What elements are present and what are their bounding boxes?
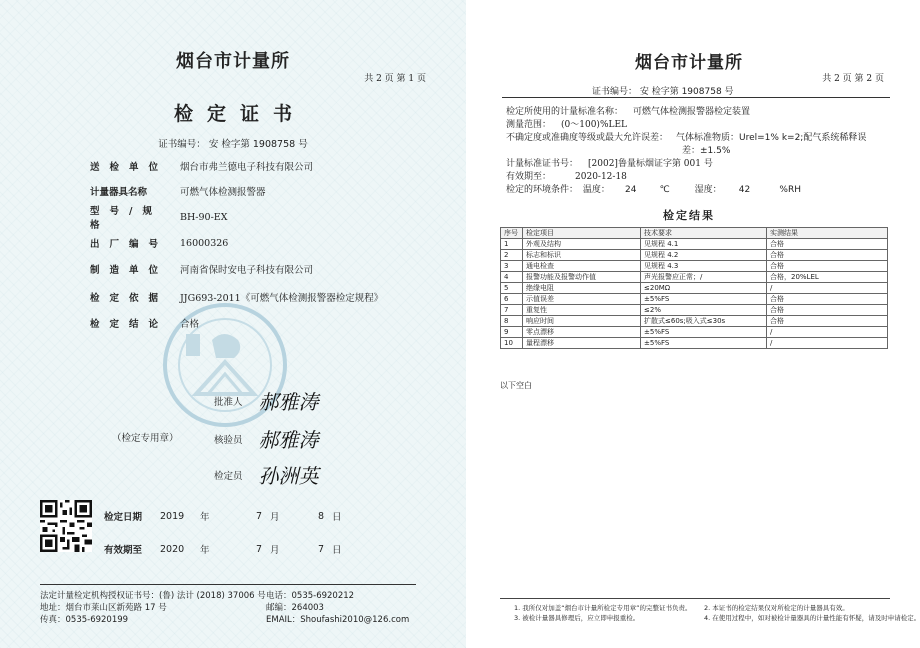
- table-cell: /: [767, 327, 888, 338]
- footnote: 1. 我所仅对加盖“烟台市计量所检定专用章”的完整证书负责。: [514, 604, 692, 612]
- year-unit: 年: [200, 545, 210, 556]
- table-cell: 声光报警应正常；/: [641, 272, 767, 283]
- footer-postcode: 邮编：264003: [266, 603, 324, 613]
- humidity-label: 湿度：: [694, 185, 722, 195]
- environment-conditions: [506, 182, 801, 195]
- table-cell: /: [767, 283, 888, 294]
- date-year: 2020: [160, 543, 185, 555]
- month-unit: 月: [270, 512, 280, 523]
- field-value: BH-90-EX: [180, 211, 228, 223]
- humidity-value: 42: [738, 185, 751, 195]
- standard-certificate-value: [2002]鲁量标烟证字第 001 号: [588, 159, 713, 169]
- humidity-unit: %RH: [779, 185, 801, 195]
- date-day: 8: [318, 510, 325, 522]
- footnote: 3. 被检计量器具修理后，应立即申报重检。: [514, 614, 640, 622]
- footnote: 4. 在使用过程中，如对被检计量器具的计量性能有怀疑，请及时申请检定。: [704, 614, 920, 622]
- range-value: (0～100)%LEL: [561, 120, 628, 130]
- table-cell: 见规程 4.3: [641, 261, 767, 272]
- field-value: 烟台市弗兰德电子科技有限公司: [180, 162, 314, 173]
- notes-divider: [500, 598, 890, 599]
- certificate-number: 证书编号： 安 检字第 1908758 号: [592, 87, 734, 97]
- field-label: 检定依据: [90, 293, 169, 304]
- table-row: [501, 305, 888, 316]
- organization-title: 烟台市计量所: [176, 51, 290, 72]
- table-cell: 6: [501, 294, 523, 305]
- table-cell: 合格: [767, 305, 888, 316]
- table-cell: /: [767, 338, 888, 349]
- column-header: 技术要求: [641, 228, 767, 239]
- table-row: [501, 283, 888, 294]
- organization-title: 烟台市计量所: [635, 53, 743, 73]
- field-label: 计量器具名称: [90, 187, 148, 198]
- table-cell: 5: [501, 283, 523, 294]
- table-cell: 通电检查: [523, 261, 641, 272]
- field-label: 制造单位: [90, 265, 169, 276]
- table-cell: 合格: [767, 239, 888, 250]
- table-cell: 示值误差: [523, 294, 641, 305]
- table-cell: 合格: [767, 250, 888, 261]
- field-value: 合格: [180, 319, 200, 330]
- uncertainty: [506, 130, 866, 143]
- table-row: [501, 316, 888, 327]
- uncertainty-value: 气体标准物质：Urel=1% k=2;配气系统稀释误: [676, 133, 867, 143]
- table-cell: 外观及结构: [523, 239, 641, 250]
- header-divider: [502, 97, 890, 98]
- date-month: 7: [256, 543, 263, 555]
- month-unit: 月: [270, 545, 280, 556]
- field-value: JJG693-2011《可燃气体检测报警器检定规程》: [180, 293, 384, 304]
- signature-checker: [214, 424, 319, 453]
- footnote: 2. 本证书的检定结果仅对所检定的计量器具有效。: [704, 604, 849, 612]
- signature-label: 检定员: [214, 470, 243, 482]
- footer-divider: [40, 584, 416, 585]
- certificate-page-2: [474, 0, 920, 648]
- signature-verifier: [214, 460, 319, 489]
- validity-label: 有效期至：: [506, 172, 552, 182]
- field-verification-basis: [90, 289, 383, 305]
- certificate-title: 检定证书: [173, 103, 306, 125]
- handwritten-signature: 孙洲英: [258, 464, 319, 488]
- column-header: 检定项目: [523, 228, 641, 239]
- table-cell: ≤20MΩ: [641, 283, 767, 294]
- valid-until-date: [104, 542, 342, 556]
- table-cell: 合格，20%LEL: [767, 272, 888, 283]
- signature-label: 批准人: [214, 396, 243, 408]
- verification-date: [104, 509, 342, 523]
- table-header-row: [501, 228, 888, 239]
- table-cell: 重复性: [523, 305, 641, 316]
- signature-approver: [214, 386, 319, 415]
- page-indicator: 共 2 页 第 1 页: [364, 74, 426, 84]
- table-cell: 9: [501, 327, 523, 338]
- standard-name-value: 可燃气体检测报警器检定装置: [633, 107, 751, 117]
- table-cell: 合格: [767, 261, 888, 272]
- field-manufacturer: [90, 261, 313, 277]
- handwritten-signature: 郝雅涛: [258, 428, 319, 452]
- day-unit: 日: [332, 545, 342, 556]
- table-cell: 1: [501, 239, 523, 250]
- page-indicator: 共 2 页 第 2 页: [822, 74, 884, 84]
- table-cell: 10: [501, 338, 523, 349]
- certificate-number-value: 安 检字第 1908758 号: [208, 139, 308, 150]
- table-cell: 2: [501, 250, 523, 261]
- environment-label: 检定的环境条件：: [506, 185, 579, 195]
- table-cell: 报警功能及报警动作值: [523, 272, 641, 283]
- range-label: 测量范围：: [506, 120, 552, 130]
- footer-authorization: 法定计量检定机构授权证书号：(鲁) 法计 (2018) 37006 号: [40, 591, 266, 601]
- signature-label: 核验员: [214, 434, 243, 446]
- field-value: 河南省保时安电子科技有限公司: [180, 265, 314, 276]
- field-model: [90, 206, 228, 231]
- field-conclusion: [90, 315, 199, 331]
- table-cell: 合格: [767, 294, 888, 305]
- table-row: [501, 327, 888, 338]
- validity-value: 2020-12-18: [575, 172, 627, 182]
- table-cell: 量程漂移: [523, 338, 641, 349]
- field-label: 送检单位: [90, 162, 169, 173]
- handwritten-signature: 郝雅涛: [258, 390, 319, 414]
- temperature-value: 24: [625, 185, 637, 195]
- table-cell: ≤2%: [641, 305, 767, 316]
- temperature-label: 温度：: [582, 185, 610, 195]
- table-cell: 见规程 4.2: [641, 250, 767, 261]
- table-row: [501, 272, 888, 283]
- field-serial-number: [90, 235, 228, 251]
- table-cell: 零点漂移: [523, 327, 641, 338]
- uncertainty-continued: 差：±1.5%: [682, 146, 731, 156]
- field-label: 型号/规格: [90, 206, 162, 231]
- table-cell: 见规程 4.1: [641, 239, 767, 250]
- table-row: [501, 239, 888, 250]
- standard-certificate: [506, 156, 713, 169]
- uncertainty-label: 不确定度或准确度等级或最大允许误差：: [506, 133, 669, 143]
- table-cell: 8: [501, 316, 523, 327]
- table-cell: 标志和标识: [523, 250, 641, 261]
- standard-name-label: 检定所使用的计量标准名称：: [506, 107, 624, 117]
- results-title: 检定结果: [663, 209, 715, 222]
- table-cell: ±5%FS: [641, 294, 767, 305]
- table-cell: 扩散式≤60s;吸入式≤30s: [641, 316, 767, 327]
- table-row: [501, 294, 888, 305]
- field-submitting-unit: [90, 158, 313, 174]
- standard-name: [506, 104, 750, 117]
- field-instrument-name: [90, 183, 266, 199]
- table-cell: ±5%FS: [641, 338, 767, 349]
- field-value: 可燃气体检测报警器: [180, 187, 266, 198]
- table-cell: 响应时间: [523, 316, 641, 327]
- date-label: 有效期至: [104, 545, 143, 556]
- temperature-unit: ℃: [659, 185, 670, 195]
- day-unit: 日: [332, 512, 342, 523]
- date-day: 7: [318, 543, 325, 555]
- table-row: [501, 250, 888, 261]
- qr-code: [40, 500, 92, 552]
- standard-validity: [506, 169, 627, 182]
- certificate-number: [0, 136, 466, 150]
- table-cell: 合格: [767, 316, 888, 327]
- field-label: 出厂编号: [90, 239, 169, 250]
- date-label: 检定日期: [104, 512, 143, 523]
- column-header: 实测结果: [767, 228, 888, 239]
- date-year: 2019: [160, 510, 185, 522]
- column-header: 序号: [501, 228, 523, 239]
- field-label: 检定结论: [90, 319, 169, 330]
- table-cell: 3: [501, 261, 523, 272]
- standard-certificate-label: 计量标准证书号：: [506, 159, 579, 169]
- certificate-number-label: 证书编号：: [158, 139, 206, 150]
- year-unit: 年: [200, 512, 210, 523]
- table-cell: 7: [501, 305, 523, 316]
- table-row: [501, 338, 888, 349]
- date-month: 7: [256, 510, 263, 522]
- footer-email: EMAIL：Shoufashi2010@126.com: [266, 615, 410, 625]
- footer-phone: 电话：0535-6920212: [266, 591, 355, 601]
- footer-fax: 传真：0535-6920199: [40, 615, 129, 625]
- field-value: 16000326: [180, 237, 229, 249]
- table-cell: ±5%FS: [641, 327, 767, 338]
- table-cell: 4: [501, 272, 523, 283]
- measurement-range: [506, 117, 627, 130]
- footer-address: 地址：烟台市莱山区新苑路 17 号: [40, 603, 167, 613]
- table-cell: 绝缘电阻: [523, 283, 641, 294]
- table-row: [501, 261, 888, 272]
- blank-below-note: 以下空白: [500, 381, 532, 390]
- stamp-note: （检定专用章）: [112, 433, 179, 444]
- results-table: [500, 227, 888, 349]
